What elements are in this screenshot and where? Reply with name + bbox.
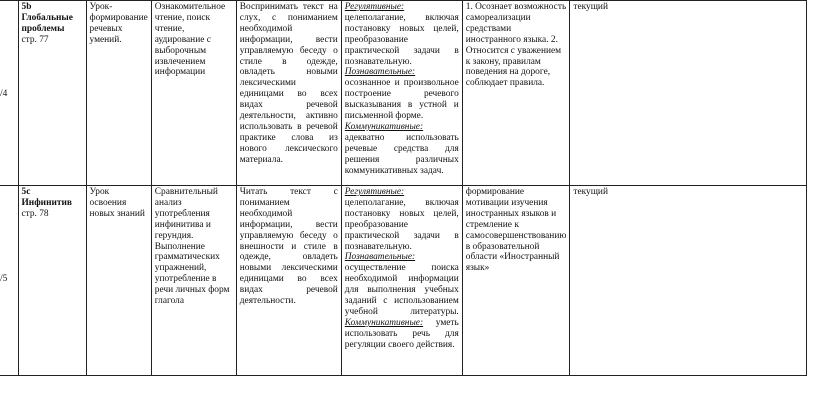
uud-label-regulatory: Регулятивные: bbox=[344, 187, 405, 197]
lesson-code: 5b bbox=[21, 2, 32, 12]
row-number: /5 bbox=[0, 274, 8, 284]
uud-text-communicative: уметь использовать речь для регуляции своего действия. bbox=[344, 317, 459, 350]
lesson-type-cell: Урок-формирование речевых умений. bbox=[86, 1, 151, 186]
personal-results-cell: 1. Осознает возможность самореализации средствами иностранного языка. 2. Относится с уважением к закону, правилам поведения на дороге, соблюдает правила. bbox=[462, 1, 570, 186]
activity-cell: Ознакомительное чтение, поиск чтение, аудирование с выборочным извлечением информации bbox=[151, 1, 236, 186]
row-number-cell bbox=[0, 1, 18, 186]
page-ref: стр. 77 bbox=[21, 34, 49, 45]
subject-results-cell: Воспринимать текст на слух, с пониманием необходимой информации, вести управляемую беседу о стиле в одежде, овладеть новыми лексическими единицами во всех видах речевой деятельности, активно использовать в речевой практике слова из нового лексического материала. bbox=[236, 1, 341, 186]
row-number: /4 bbox=[0, 89, 8, 99]
table-row bbox=[0, 186, 807, 376]
uud-text-cognitive: осуществление поиска необходимой информации для выполнения учебных заданий с использованием учебной литературы. bbox=[344, 263, 459, 317]
uud-text-regulatory: целеполагание, включая постановку новых целей, преобразование практической задачи в познавательную. bbox=[344, 12, 459, 67]
lesson-code: 5c bbox=[21, 187, 31, 197]
control-cell: текущий bbox=[570, 1, 807, 186]
subject-results-cell: Читать текст с пониманием необходимой информации, вести управляемую беседу о внешности и стиле в одежде, овладеть новыми лексическими единицами во всех видах речевой деятельности. bbox=[236, 186, 341, 376]
uud-text-regulatory: целеполагание, включая постановку новых целей, преобразование практической задачи в познавательную. bbox=[344, 197, 459, 252]
row-number-cell bbox=[0, 186, 18, 376]
uud-label-cognitive: Познавательные: bbox=[344, 252, 416, 263]
uud-cell bbox=[341, 1, 462, 186]
lesson-type-cell: Урок освоения новых знаний bbox=[86, 186, 151, 376]
uud-label-regulatory: Регулятивные: bbox=[344, 2, 405, 12]
uud-label-cognitive: Познавательные: bbox=[344, 67, 416, 78]
lesson-cell bbox=[18, 186, 86, 376]
uud-text-cognitive: осознанное и произвольное построение речевого высказывания в устной и письменной форме. bbox=[344, 78, 459, 122]
lesson-title: Глобальные проблемы bbox=[21, 12, 73, 34]
uud-label-communicative: Коммуникативные: bbox=[344, 317, 424, 328]
personal-results-cell: формирование мотивации изучения иностранных языков и стремление к самосовершенствованию в образовательной области «Иностранный язык» bbox=[462, 186, 570, 376]
control-cell: текущий bbox=[570, 186, 807, 376]
activity-cell: Сравнительный анализ употребления инфинитива и герундия. Выполнение грамматических упражнений, употребление в речи личных форм глагола bbox=[151, 186, 236, 376]
table-row bbox=[0, 1, 807, 186]
uud-text-communicative: адекватно использовать речевые средства для решения различных коммуникативных задач. bbox=[344, 132, 459, 176]
page-ref: стр. 78 bbox=[21, 208, 49, 219]
uud-cell bbox=[341, 186, 462, 376]
lesson-cell bbox=[18, 1, 86, 186]
lesson-title: Инфинитив bbox=[21, 197, 72, 208]
uud-label-communicative: Коммуникативные: bbox=[344, 121, 424, 132]
